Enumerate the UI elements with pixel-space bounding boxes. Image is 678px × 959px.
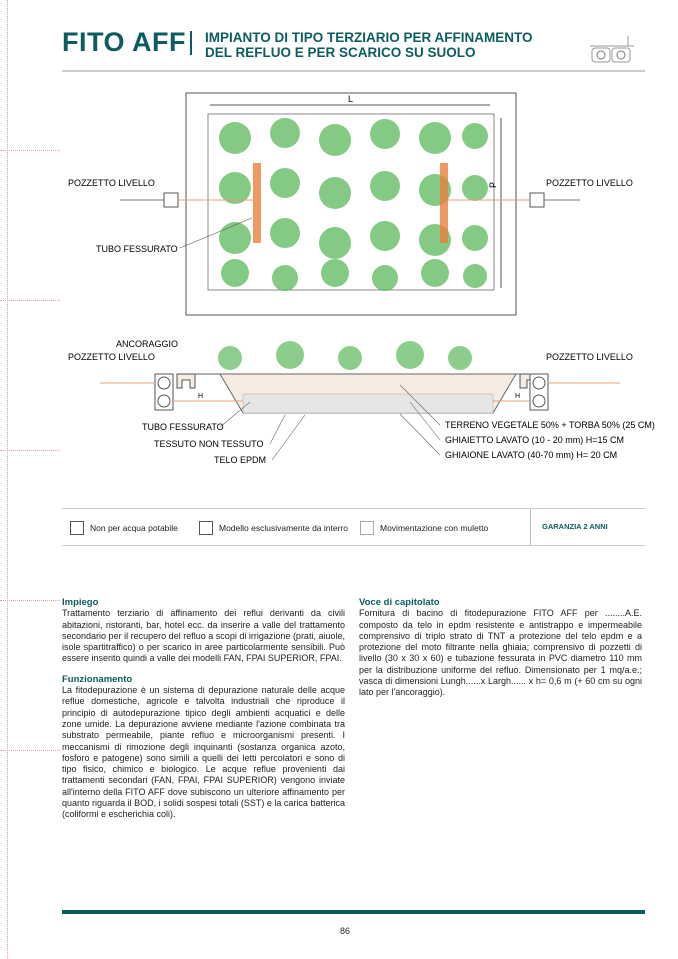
tank-logo-icon xyxy=(588,34,638,66)
svg-text:POZZETTO LIVELLO: POZZETTO LIVELLO xyxy=(546,352,633,362)
svg-text:TUBO FESSURATO: TUBO FESSURATO xyxy=(96,244,178,254)
section-heading: Impiego xyxy=(62,597,99,608)
svg-text:TELO EPDM: TELO EPDM xyxy=(214,455,267,465)
warranty-badge: GARANZIA 2 ANNI xyxy=(542,522,608,531)
svg-text:L: L xyxy=(348,94,354,104)
page-number: 86 xyxy=(340,926,351,936)
right-text-column xyxy=(359,597,642,708)
section-view-diagram xyxy=(60,330,660,470)
legend-label: Modello esclusivamente da interro xyxy=(219,523,348,533)
margin-guide xyxy=(7,0,8,959)
svg-text:POZZETTO LIVELLO: POZZETTO LIVELLO xyxy=(68,178,155,188)
svg-text:ANCORAGGIO: ANCORAGGIO xyxy=(116,339,179,349)
svg-text:H: H xyxy=(515,393,521,400)
margin-mark xyxy=(0,600,60,601)
title-separator xyxy=(190,31,192,55)
section-text: Fornitura di bacino di fitodepurazione FITO AFF per ........A.E. composto da telo in epdm resistente e antistrappo e impermeabile comprensivo di triplo strato di TNT a protezione del telo epdm e a protezione del moto filtrante nella ghiaia; comprensivo di pozzetti di livello (30 x 30 x 60) e tubazione fessurata in PVC diametro 110 mm per la distribuzione uniforme del refluo. Dimensionato per 1 mq/a.e.; vasca di dimensioni Lungh......x Largh...... x h= 0,6 m (+ 60 cm su ogni lato per l'ancoraggio). xyxy=(359,608,642,698)
footer-bar xyxy=(62,910,645,914)
header-divider xyxy=(62,70,645,72)
features-legend xyxy=(62,508,645,546)
section-text: Trattamento terziario di affinamento dei reflui derivanti da civili abitazioni, ristoranti, bar, hotel ecc. da inserire a valle del trattamento secondario per il recupero del refluo a scopi di irrigazione (prati, aiuole, isole spartitraffico) o per scarico in aree particolarmente sensibili. Può essere inserito quindi a valle dei modelli FAN, FPAI SUPERIOR, FPAI. xyxy=(62,608,345,664)
svg-text:POZZETTO LIVELLO: POZZETTO LIVELLO xyxy=(546,178,633,188)
forklift-icon xyxy=(360,521,374,535)
no-drinking-water-icon xyxy=(70,521,84,535)
svg-text:TUBO FESSURATO: TUBO FESSURATO xyxy=(142,422,224,432)
legend-item xyxy=(360,521,488,535)
plan-view-diagram xyxy=(60,88,660,320)
legend-item xyxy=(70,521,178,535)
legend-label: Movimentazione con muletto xyxy=(380,523,489,533)
svg-text:GHIAIONE LAVATO (40-70 mm) H=: GHIAIONE LAVATO (40-70 mm) H= 20 CM xyxy=(445,450,618,460)
legend-label: Non per acqua potabile xyxy=(90,523,178,533)
margin-mark xyxy=(0,750,60,751)
svg-text:TESSUTO NON TESSUTO: TESSUTO NON TESSUTO xyxy=(154,439,264,449)
svg-text:GHIAIETTO LAVATO (10 - 20 mm): GHIAIETTO LAVATO (10 - 20 mm) H=15 CM xyxy=(445,435,624,445)
svg-text:P: P xyxy=(488,181,498,188)
margin-mark xyxy=(0,450,60,451)
left-text-column xyxy=(62,597,345,830)
section-text: La fitodepurazione è un sistema di depurazione naturale delle acque reflue domestiche, agricole e talvolta industriali che riproduce il principio di autodepurazione tipico degli ambienti acquatici e delle zone umide. La depurazione avviene mediante l'azione combinata tra substrato permeabile, piante refluo e microorganismi presenti. I meccanismi di rimozione degli inquinanti (sostanza organica azoto, fosforo e patogene) sono simili a quelli dei letti percolatori e sono di tipo fisico, chimico e biologico. Le acque reflue provenienti dai trattamenti secondari (FAN, FPAI, FPAI SUPERIOR) vengono inviate all'interno della FITO AFF dove subiscono un ulteriore affinamento per quanto riguarda il BOD, i solidi sospesi totali (SST) e la carica batterica (coliformi e escherichia coli). xyxy=(62,685,345,820)
underground-tank-icon xyxy=(199,521,213,535)
section-heading: Voce di capitolato xyxy=(359,597,440,608)
svg-text:POZZETTO LIVELLO: POZZETTO LIVELLO xyxy=(68,352,155,362)
svg-text:H: H xyxy=(198,393,204,400)
margin-mark xyxy=(0,150,60,151)
product-title: FITO AFF xyxy=(62,27,186,57)
section-heading: Funzionamento xyxy=(62,673,133,685)
product-subtitle: IMPIANTO DI TIPO TERZIARIO PER AFFINAMENTO DEL REFLUO E PER SCARICO SU SUOLO xyxy=(205,30,533,60)
margin-mark xyxy=(0,300,60,301)
svg-text:TERRENO VEGETALE 50% + TORBA 5: TERRENO VEGETALE 50% + TORBA 50% (25 CM) xyxy=(445,420,655,430)
legend-item xyxy=(199,521,348,535)
